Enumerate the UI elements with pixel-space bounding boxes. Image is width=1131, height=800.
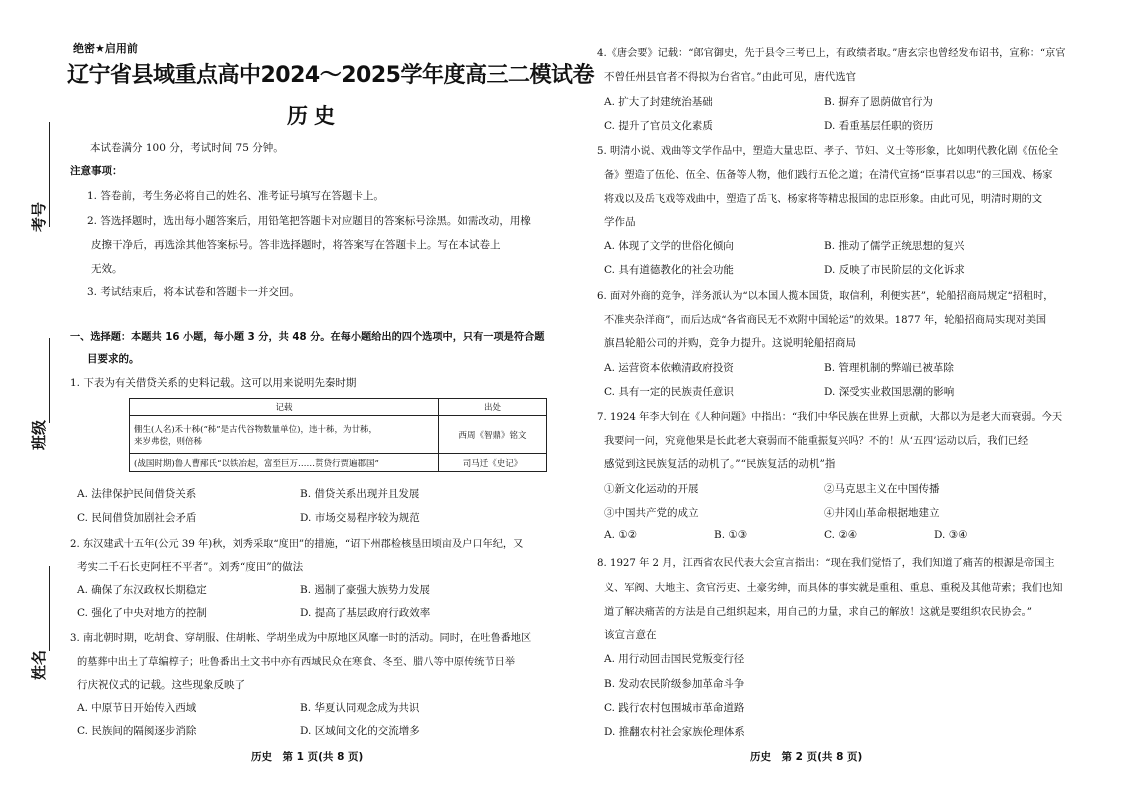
q5-option-d: D. 反映了市民阶层的文化诉求: [824, 264, 965, 276]
note-line: 皮擦干净后，再选涂其他答案标号。答非选择题时，将答案写在答题卡上。写在本试卷上: [91, 239, 501, 251]
q8-option-c: C. 践行农村包围城市革命道路: [604, 702, 745, 714]
q5-option-a: A. 体现了文学的世俗化倾向: [604, 240, 734, 252]
q8-stem-cont: 义、军阀、大地主、贪官污吏、土豪劣绅，而具体的事实就是重租、重息、重税及其他苛索；我们也知: [604, 583, 1063, 594]
note-line: 1. 答卷前，考生务必将自己的姓名、准考证号填写在答题卡上。: [87, 190, 384, 202]
q4-stem: 4.《唐会要》记载：“郎官御史，先于县令三考已上，有政绩者取。”唐玄宗也曾经发布诏书，宣称：“京官: [597, 48, 1066, 59]
q4-stem-cont: 不曾任州县官者不得拟为台省官。”由此可见，唐代选官: [604, 71, 857, 83]
q1-option-b: B. 借贷关系出现并且发展: [300, 488, 420, 500]
q1-stem: 1. 下表为有关借贷关系的史料记载。这可以用来说明先秦时期: [70, 377, 357, 389]
q7-item: ④井冈山革命根据地建立: [824, 507, 940, 519]
exam-info: 本试卷满分 100 分，考试时间 75 分钟。: [90, 142, 284, 154]
page-footer: 历史 第 2 页(共 8 页): [750, 751, 863, 763]
table-header: 记载: [130, 399, 439, 416]
q8-option-b: B. 发动农民阶级参加革命斗争: [604, 678, 745, 690]
q8-option-a: A. 用行动回击国民党叛变行径: [604, 653, 745, 665]
q2-option-d: D. 提高了基层政府行政效率: [300, 607, 431, 619]
exam-no-label: 考号: [30, 201, 48, 232]
name-line: [49, 566, 50, 651]
q5-stem-cont: 备》塑造了伍伦、伍全、伍备等人物，他们践行五伦之道；在清代宣扬“臣事君以忠”的三国戏、杨家: [604, 170, 1053, 181]
q3-option-b: B. 华夏认同观念成为共识: [300, 702, 420, 714]
q6-option-d: D. 深受实业救国思潮的影响: [824, 386, 955, 398]
note-line: 2. 答选择题时，选出每小题答案后，用铅笔把答题卡对应题目的答案标号涂黑。如需改动，用橡: [87, 215, 531, 227]
table-cell: 司马迁《史记》: [439, 454, 547, 472]
q3-stem: 3. 南北朝时期，吃胡食、穿胡服、住胡帐、学胡坐成为中原地区风靡一时的活动。同时，在吐鲁番地区: [70, 633, 532, 644]
class-line: [49, 338, 50, 423]
q4-option-c: C. 提升了官员文化素质: [604, 120, 713, 132]
q3-option-d: D. 区域间文化的交流增多: [300, 725, 420, 737]
q8-stem: 8. 1927 年 2 月，江西省农民代表大会宣言指出：“现在我们觉悟了，我们知道了痛苦的根源是帝国主: [597, 558, 1055, 569]
confidential-mark: 绝密★启用前: [73, 42, 138, 55]
q5-option-b: B. 推动了儒学正统思想的复兴: [824, 240, 965, 252]
q6-option-a: A. 运营资本依赖清政府投资: [604, 362, 734, 374]
q7-item: ③中国共产党的成立: [604, 507, 699, 519]
q3-stem-cont: 的墓葬中出土了草编椁子；吐鲁番出土文书中亦有西域民众在寒食、冬至、腊八等中原传统节日举: [77, 657, 516, 668]
table-header: 出处: [439, 399, 547, 416]
subject-title: 历史: [287, 104, 341, 128]
binding-strip: [0, 0, 60, 800]
q1-option-d: D. 市场交易程序较为规范: [300, 512, 420, 524]
q3-option-c: C. 民族间的隔阂逐步消除: [77, 725, 197, 737]
q7-option-b: B. ①③: [714, 529, 748, 541]
q2-stem-cont: 考实二千石长吏阿枉不平者”。刘秀“度田”的做法: [77, 561, 304, 573]
q7-item: ②马克思主义在中国传播: [824, 483, 940, 495]
q7-stem-cont: 我要问一问，究竟他果是长此老大衰弱而不能重振复兴吗？不的！从‘五四’运动以后，我们已经: [604, 436, 1029, 447]
table-cell: (战国时期)鲁人曹邴氏“以铁冶起，富至巨万……贳贷行贾遍郡国”: [130, 454, 439, 472]
q4-option-d: D. 看重基层任职的资历: [824, 120, 934, 132]
q1-source-table: [129, 398, 547, 472]
q6-option-b: B. 管理机制的弊端已被革除: [824, 362, 954, 374]
q5-option-c: C. 具有道德教化的社会功能: [604, 264, 734, 276]
table-cell: 西周《智鼎》铭文: [439, 416, 547, 454]
q2-stem: 2. 东汉建武十五年(公元 39 年)秋，刘秀采取“度田”的措施，“诏下州郡检核垦田顷亩及户口年纪，又: [70, 539, 524, 550]
q4-option-a: A. 扩大了封建统治基础: [604, 96, 713, 108]
q5-stem: 5. 明清小说、戏曲等文学作品中，塑造大量忠臣、孝子、节妇、义士等形象，比如明代教化剧《伍伦全: [597, 146, 1059, 157]
exam-no-line: [49, 122, 50, 227]
section-heading-cont: 目要求的。: [87, 353, 140, 365]
notes-title: 注意事项：: [70, 165, 123, 177]
note-line: 无效。: [91, 263, 123, 275]
table-cell: 倗生(人名)禾十秭(“秭”是古代谷物数量单位)，违十秭，为廿秭， 来岁弗偿，则倍秭: [130, 416, 439, 454]
class-label: 班级: [30, 419, 48, 450]
q2-option-b: B. 遏制了豪强大族势力发展: [300, 584, 430, 596]
q5-stem-cont: 将戏以及岳飞戏等戏曲中，塑造了岳飞、杨家将等精忠报国的忠臣形象。由此可见，明清时期的文: [604, 194, 1043, 205]
q1-option-c: C. 民间借贷加剧社会矛盾: [77, 512, 197, 524]
q8-stem-cont: 该宣言意在: [604, 629, 657, 641]
q1-option-a: A. 法律保护民间借贷关系: [77, 488, 197, 500]
exam-title: 辽宁省县域重点高中2024～2025学年度高三二模试卷: [67, 63, 594, 88]
name-label: 姓名: [30, 649, 48, 680]
note-line: 3. 考试结束后，将本试卷和答题卡一并交回。: [87, 286, 300, 298]
q7-item: ①新文化运动的开展: [604, 483, 699, 495]
q7-option-c: C. ②④: [824, 529, 858, 541]
q6-stem-cont: 不准夹杂洋商”，而后达成“各省商民无不欢附中国轮运”的效果。1877 年，轮船招商局实现对美国: [604, 315, 1047, 326]
q8-option-d: D. 推翻农村社会家族伦理体系: [604, 726, 745, 738]
q6-stem-cont: 旗昌轮船公司的并购，竞争力提升。这说明轮船招商局: [604, 337, 856, 349]
q6-stem: 6. 面对外商的竞争，洋务派认为“以本国人揽本国货，取信利，利便实甚”，轮船招商局规定“招租时，: [597, 291, 1054, 302]
q7-stem: 7. 1924 年李大钊在《人种问题》中指出：“我们中华民族在世界上贡献，大都以为是老大而衰弱。今天: [597, 412, 1063, 423]
q7-stem-cont: 感觉到这民族复活的动机了。”“民族复活的动机”指: [604, 458, 836, 470]
q2-option-a: A. 确保了东汉政权长期稳定: [77, 584, 207, 596]
q3-option-a: A. 中原节日开始传入西域: [77, 702, 197, 714]
q5-stem-cont: 学作品: [604, 216, 636, 228]
q8-stem-cont: 道了解决痛苦的方法是自己组织起来，用自己的力量，求自己的解放！这就是要组织农民协会。”: [604, 607, 1032, 618]
section-heading: 一、选择题：本题共 16 小题，每小题 3 分，共 48 分。在每小题给出的四个选项中，只有一项是符合题: [70, 332, 545, 343]
page-footer: 历史 第 1 页(共 8 页): [251, 751, 364, 763]
q3-stem-cont: 行庆祝仪式的记载。这些现象反映了: [77, 679, 245, 691]
q2-option-c: C. 强化了中央对地方的控制: [77, 607, 207, 619]
q6-option-c: C. 具有一定的民族责任意识: [604, 386, 734, 398]
q7-option-a: A. ①②: [604, 529, 638, 541]
q7-option-d: D. ③④: [934, 529, 968, 541]
q4-option-b: B. 摒弃了恩荫做官行为: [824, 96, 933, 108]
